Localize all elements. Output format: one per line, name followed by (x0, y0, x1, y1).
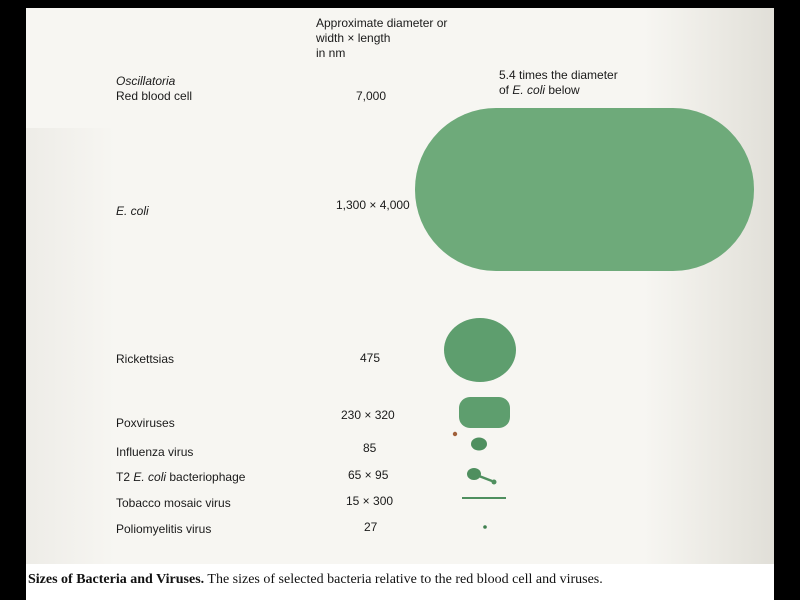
comparison-note-line1: 5.4 times the diameter (499, 68, 618, 82)
value-influenza-virus: 85 (363, 441, 377, 455)
influenza-virus-shape (471, 438, 487, 451)
e-coli-shape (415, 108, 754, 271)
column-title-line1: Approximate diameter or (316, 16, 448, 30)
poliomyelitis-virus-shape (483, 525, 487, 529)
caption-bar (26, 564, 774, 600)
caption: Sizes of Bacteria and Viruses. The sizes of selected bacteria relative to the red blood cell and viruses. (28, 572, 603, 587)
poxvirus-shape (459, 397, 510, 428)
label-t2-bacteriophage: T2 E. coli bacteriophage (116, 470, 246, 484)
rickettsia-shape (444, 318, 516, 382)
value-red-blood-cell: 7,000 (356, 89, 387, 103)
page (26, 8, 774, 600)
value-e-coli: 1,300 × 4,000 (336, 198, 410, 212)
size-shapes (26, 8, 774, 568)
value-poxviruses: 230 × 320 (341, 408, 395, 422)
label-e-coli: E. coli (116, 204, 149, 218)
comparison-note-line2: of E. coli below (499, 83, 580, 97)
label-tobacco-mosaic-virus: Tobacco mosaic virus (116, 496, 231, 510)
bacteriophage-shape (467, 468, 497, 485)
label-influenza-virus: Influenza virus (116, 445, 194, 459)
label-poliomyelitis-virus: Poliomyelitis virus (116, 522, 212, 536)
value-t2-bacteriophage: 65 × 95 (348, 468, 389, 482)
label-red-blood-cell: Red blood cell (116, 89, 193, 103)
label-oscillatoria: Oscillatoria (116, 74, 176, 88)
column-title-line2: width × length (316, 31, 391, 45)
label-poxviruses: Poxviruses (116, 416, 175, 430)
column-title-line3: in nm (316, 46, 346, 60)
value-poliomyelitis-virus: 27 (364, 520, 378, 534)
label-rickettsias: Rickettsias (116, 352, 175, 366)
stray-dot (453, 432, 457, 436)
value-tobacco-mosaic-virus: 15 × 300 (346, 494, 394, 508)
value-rickettsias: 475 (360, 351, 381, 365)
